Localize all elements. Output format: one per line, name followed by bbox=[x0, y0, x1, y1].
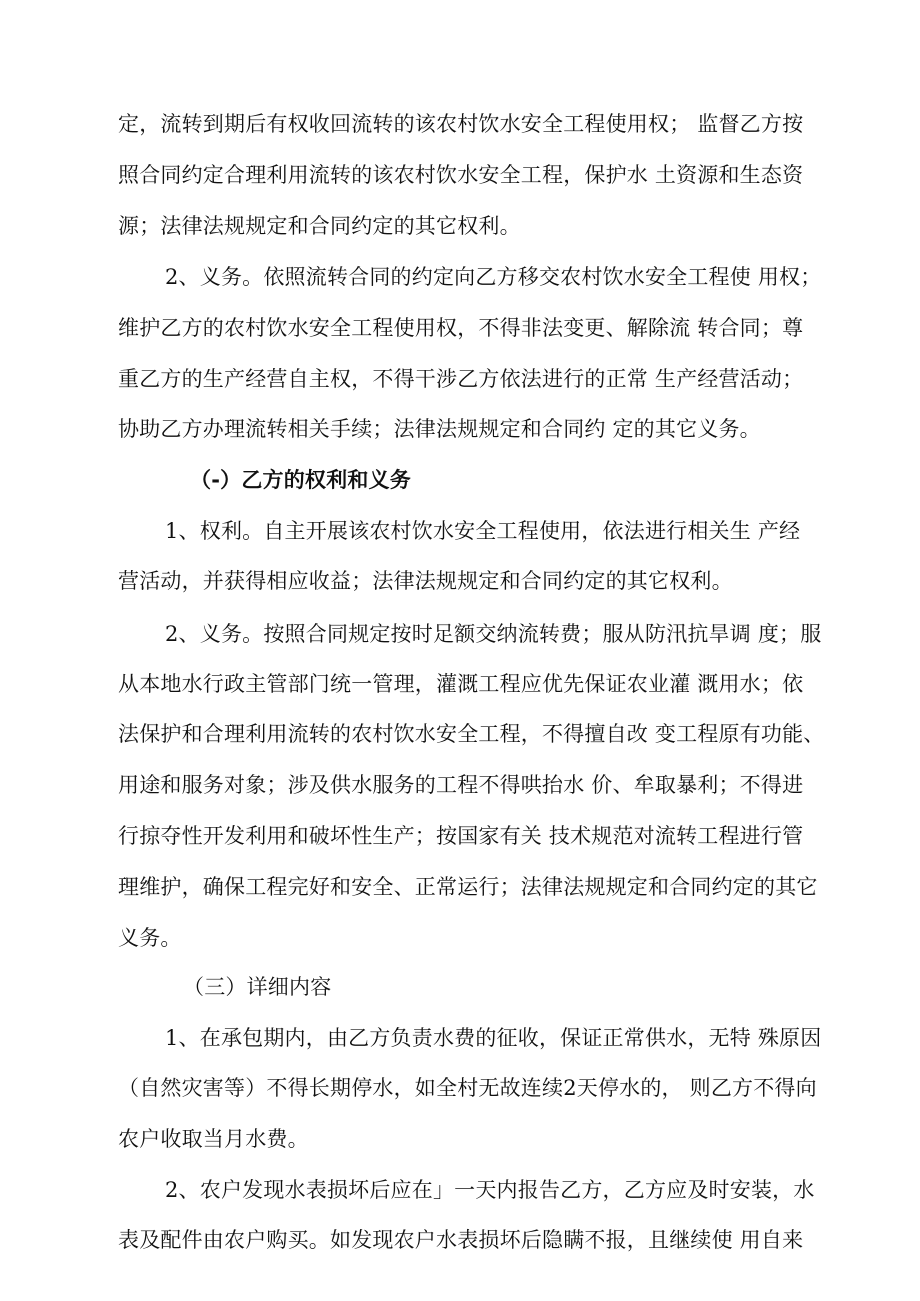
text-line: 源；法律法规规定和合同约定的其它权利。 bbox=[118, 214, 521, 238]
text-line: 协助乙方办理流转相关手续；法律法规规定和合同约 定的其它义务。 bbox=[118, 417, 761, 441]
text-line: （自然灾害等）不得长期停水，如全村无故连续2天停水的， 则乙方不得向 bbox=[118, 1076, 817, 1100]
section-heading: （-）乙方的权利和义务 bbox=[190, 468, 411, 492]
text-line: 2、义务。按照合同规定按时足额交纳流转费；服从防汛抗旱调 度；服 bbox=[165, 622, 822, 646]
text-line: 农户收取当月水费。 bbox=[118, 1127, 309, 1151]
text-line: 法保护和合理利用流转的农村饮水安全工程，不得擅自改 变工程原有功能、 bbox=[118, 722, 825, 746]
section-heading: （三）详细内容 bbox=[183, 975, 332, 999]
text-line: 行掠夺性开发利用和破坏性生产；按国家有关 技术规范对流转工程进行管 bbox=[118, 824, 804, 848]
text-line: 2、农户发现水表损坏后应在」一天内报告乙方，乙方应及时安装，水 bbox=[165, 1178, 815, 1202]
text-line: 照合同约定合理利用流转的该农村饮水安全工程，保护水 土资源和生态资 bbox=[118, 163, 804, 187]
text-line: 定，流转到期后有权收回流转的该农村饮水安全工程使用权； 监督乙方按 bbox=[118, 112, 804, 136]
text-line: 2、义务。依照流转合同的约定向乙方移交农村饮水安全工程使 用权； bbox=[165, 265, 822, 289]
text-line: 用途和服务对象；涉及供水服务的工程不得哄抬水 价、牟取暴利；不得进 bbox=[118, 773, 804, 797]
text-line: 理维护，确保工程完好和安全、正常运行；法律法规规定和合同约定的其它 bbox=[118, 875, 818, 899]
text-line: 1、权利。自主开展该农村饮水安全工程使用，依法进行相关生 产经 bbox=[165, 519, 801, 543]
text-line: 表及配件由农户购买。如发现农户水表损坏后隐瞒不报，且继续使 用自来 bbox=[118, 1228, 804, 1252]
text-line: 维护乙方的农村饮水安全工程使用权，不得非法变更、解除流 转合同；尊 bbox=[118, 316, 804, 340]
text-line: 1、在承包期内，由乙方负责水费的征收，保证正常供水，无特 殊原因 bbox=[165, 1026, 822, 1050]
text-line: 从本地水行政主管部门统一管理，灌溉工程应优先保证农业灌 溉用水；依 bbox=[118, 672, 804, 696]
text-line: 重乙方的生产经营自主权，不得干涉乙方依法进行的正常 生产经营活动； bbox=[118, 367, 804, 391]
text-line: 义务。 bbox=[118, 926, 182, 950]
text-line: 营活动，并获得相应收益；法律法规规定和合同约定的其它权利。 bbox=[118, 569, 733, 593]
